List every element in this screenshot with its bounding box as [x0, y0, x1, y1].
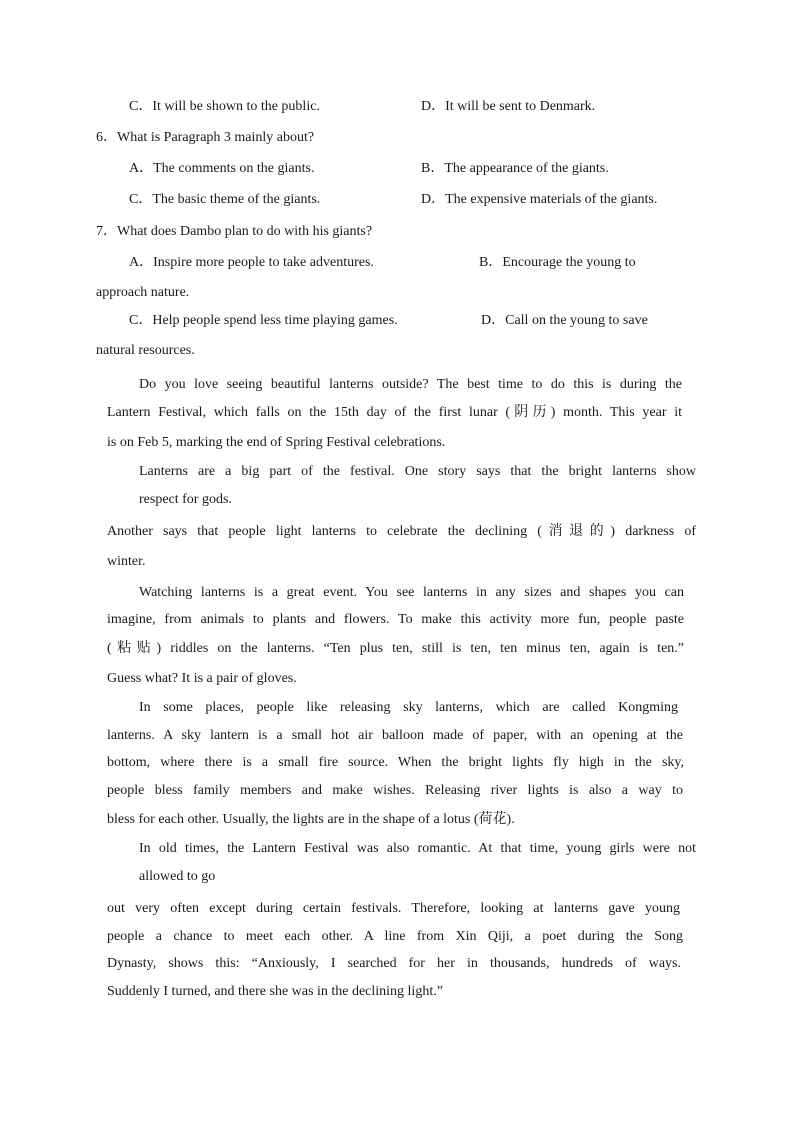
q6-option-a: A．The comments on the giants.	[129, 161, 315, 176]
q6-option-d: D．The expensive materials of the giants.	[421, 192, 658, 207]
q7-stem: 7．What does Dambo plan to do with his giants?	[96, 224, 373, 239]
passage-p3-line: (粘贴) riddles on the lanterns. “Ten plus ten, still is ten, ten minus ten, again is ten.”	[107, 641, 684, 656]
q5-option-d: D．It will be sent to Denmark.	[421, 99, 596, 114]
passage-p3-line: imagine, from animals to plants and flowers. To make this activity more fun, people paste	[107, 612, 684, 627]
passage-p1-line: Do you love seeing beautiful lanterns outside? The best time to do this is during the	[139, 377, 682, 392]
passage-p5-line: Suddenly I turned, and there she was in the declining light.”	[107, 984, 443, 999]
passage-p3-line: Guess what? It is a pair of gloves.	[107, 671, 297, 686]
passage-p2-line: respect for gods.	[139, 492, 232, 507]
q5-option-c: C．It will be shown to the public.	[129, 99, 320, 114]
q7-option-d-continued: natural resources.	[96, 343, 195, 358]
q7-option-b-continued: approach nature.	[96, 285, 190, 300]
q7-option-d: D．Call on the young to save	[481, 313, 648, 328]
passage-p4-line: people bless family members and make wishes. Releasing river lights is also a way to	[107, 783, 683, 798]
passage-p4-line: bless for each other. Usually, the lights are in the shape of a lotus (荷花).	[107, 812, 515, 827]
passage-p5-line: allowed to go	[139, 869, 216, 884]
q7-option-c: C．Help people spend less time playing games.	[129, 313, 398, 328]
passage-p4-line: In some places, people like releasing sky lanterns, which are called Kongming	[139, 700, 678, 715]
passage-p2-line: winter.	[107, 554, 146, 569]
passage-p3-line: Watching lanterns is a great event. You see lanterns in any sizes and shapes you can	[139, 585, 684, 600]
passage-p1-line: Lantern Festival, which falls on the 15th day of the first lunar (阴历) month. This year it	[107, 405, 682, 420]
passage-p4-line: bottom, where there is a small fire source. When the bright lights fly high in the sky,	[107, 755, 684, 770]
q7-option-a: A．Inspire more people to take adventures.	[129, 255, 374, 270]
q6-option-b: B．The appearance of the giants.	[421, 161, 609, 176]
q6-stem: 6．What is Paragraph 3 mainly about?	[96, 130, 315, 145]
passage-p5-line: Dynasty, shows this: “Anxiously, I searched for her in thousands, hundreds of ways.	[107, 956, 681, 971]
passage-p2-line: Lanterns are a big part of the festival. One story says that the bright lanterns show	[139, 464, 696, 479]
q6-option-c: C．The basic theme of the giants.	[129, 192, 321, 207]
passage-p1-line: is on Feb 5, marking the end of Spring Festival celebrations.	[107, 435, 446, 450]
q7-option-b: B．Encourage the young to	[479, 255, 636, 270]
passage-p4-line: lanterns. A sky lantern is a small hot air balloon made of paper, with an opening at the	[107, 728, 683, 743]
passage-p5-line: people a chance to meet each other. A line from Xin Qiji, a poet during the Song	[107, 929, 683, 944]
passage-p5-line: In old times, the Lantern Festival was also romantic. At that time, young girls were not	[139, 841, 696, 856]
passage-p2-line: Another says that people light lanterns to celebrate the declining (消退的) darkness of	[107, 524, 696, 539]
passage-p5-line: out very often except during certain festivals. Therefore, looking at lanterns gave young	[107, 901, 680, 916]
